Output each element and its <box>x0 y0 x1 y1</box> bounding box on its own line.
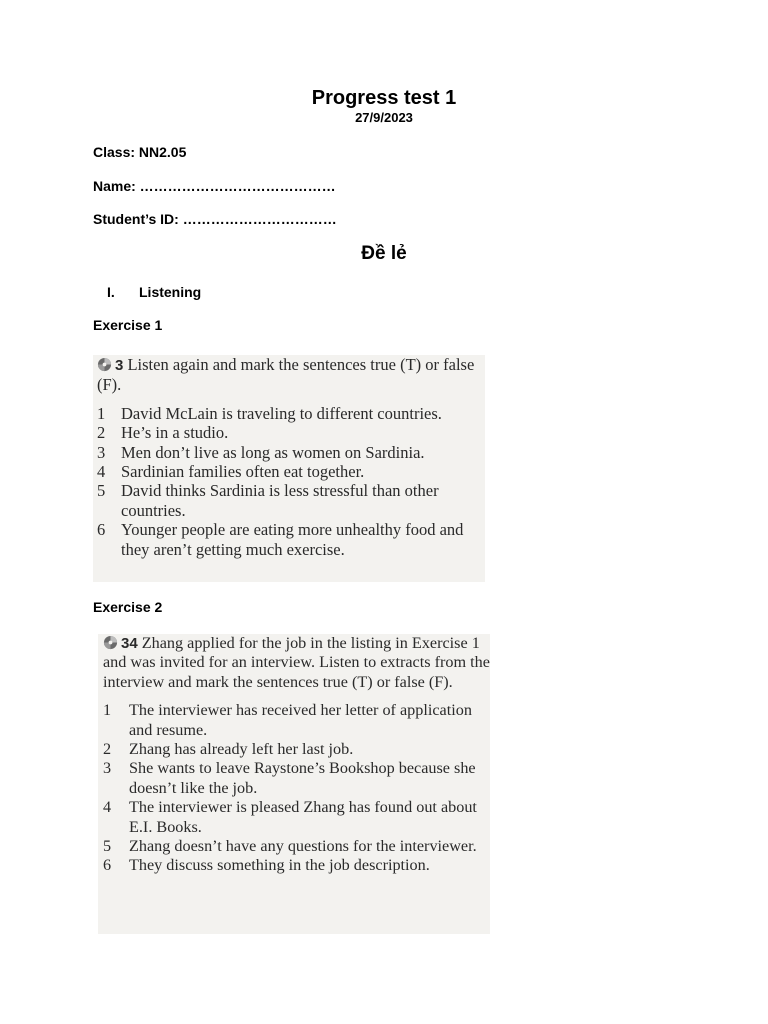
statement-item <box>97 462 485 481</box>
statement-item <box>97 520 485 559</box>
statement-item <box>97 404 485 423</box>
statement-text: David McLain is traveling to different countries. <box>121 403 442 423</box>
statement-number: 4 <box>103 798 112 817</box>
exercise-2-statements <box>103 701 490 876</box>
audio-cd-icon <box>103 635 118 650</box>
exercise-2-label: Exercise 2 <box>93 599 163 615</box>
statement-number: 6 <box>97 520 106 540</box>
statement-text: The interviewer has received her letter of application and resume. <box>129 701 472 739</box>
statement-number: 6 <box>103 856 112 875</box>
statement-text: Men don’t live as long as women on Sardinia. <box>121 442 425 462</box>
statement-text: David thinks Sardinia is less stressful than other countries. <box>121 481 439 520</box>
exercise-1-scan <box>93 355 485 582</box>
statement-number: 2 <box>103 740 112 759</box>
statement-number: 3 <box>103 759 112 778</box>
statement-text: Younger people are eating more unhealthy food and they aren’t getting much exercise. <box>121 520 464 559</box>
statement-text: Zhang has already left her last job. <box>129 740 354 759</box>
test-variant: Đề lẻ <box>361 243 407 264</box>
exercise-1-label: Exercise 1 <box>93 317 163 333</box>
statement-number: 2 <box>97 423 106 443</box>
exercise-1-instruction <box>97 355 485 395</box>
statement-item <box>97 443 485 462</box>
section-title: Listening <box>139 284 202 300</box>
exercise-2-instruction-text: Zhang applied for the job in the listing in Exercise 1 and was invited for an interview. Listen to extracts from the interview and mark the sentences true (T) or false (F). <box>103 634 490 691</box>
statement-item <box>103 759 490 798</box>
exercise-1-statements <box>97 404 485 559</box>
statement-item <box>103 798 490 837</box>
statement-number: 1 <box>97 403 106 423</box>
exercise-1-track-number: 3 <box>115 357 124 374</box>
audio-cd-icon <box>97 357 112 372</box>
statement-text: Zhang doesn’t have any questions for the interviewer. <box>129 837 477 856</box>
statement-text: Sardinian families often eat together. <box>121 462 365 482</box>
statement-text: She wants to leave Raystone’s Bookshop because she doesn’t like the job. <box>129 759 476 797</box>
statement-item <box>97 481 485 520</box>
exercise-2-instruction <box>103 634 490 692</box>
statement-number: 1 <box>103 701 112 720</box>
statement-item <box>103 701 490 740</box>
statement-item <box>103 856 490 875</box>
statement-number: 5 <box>97 481 106 501</box>
exercise-2-scan <box>98 634 490 934</box>
exercise-1-instruction-text: Listen again and mark the sentences true (T) or false (F). <box>97 355 475 395</box>
statement-text: The interviewer is pleased Zhang has found out about E.I. Books. <box>129 798 477 836</box>
student-id-field: Student’s ID: …………………………… <box>93 211 337 227</box>
statement-number: 3 <box>97 442 106 462</box>
statement-number: 4 <box>97 462 106 482</box>
name-field: Name: …………………………………… <box>93 178 336 194</box>
statement-item <box>103 837 490 856</box>
class-field: Class: NN2.05 <box>93 144 187 160</box>
test-date: 27/9/2023 <box>355 110 413 125</box>
page-title: Progress test 1 <box>311 87 457 109</box>
section-number: I. <box>107 284 115 300</box>
statement-text: They discuss something in the job description. <box>129 856 430 875</box>
section-heading <box>107 284 201 300</box>
statement-number: 5 <box>103 837 112 856</box>
exercise-2-track-number: 34 <box>121 635 138 652</box>
statement-item <box>97 423 485 442</box>
statement-text: He’s in a studio. <box>121 423 229 443</box>
statement-item <box>103 740 490 759</box>
